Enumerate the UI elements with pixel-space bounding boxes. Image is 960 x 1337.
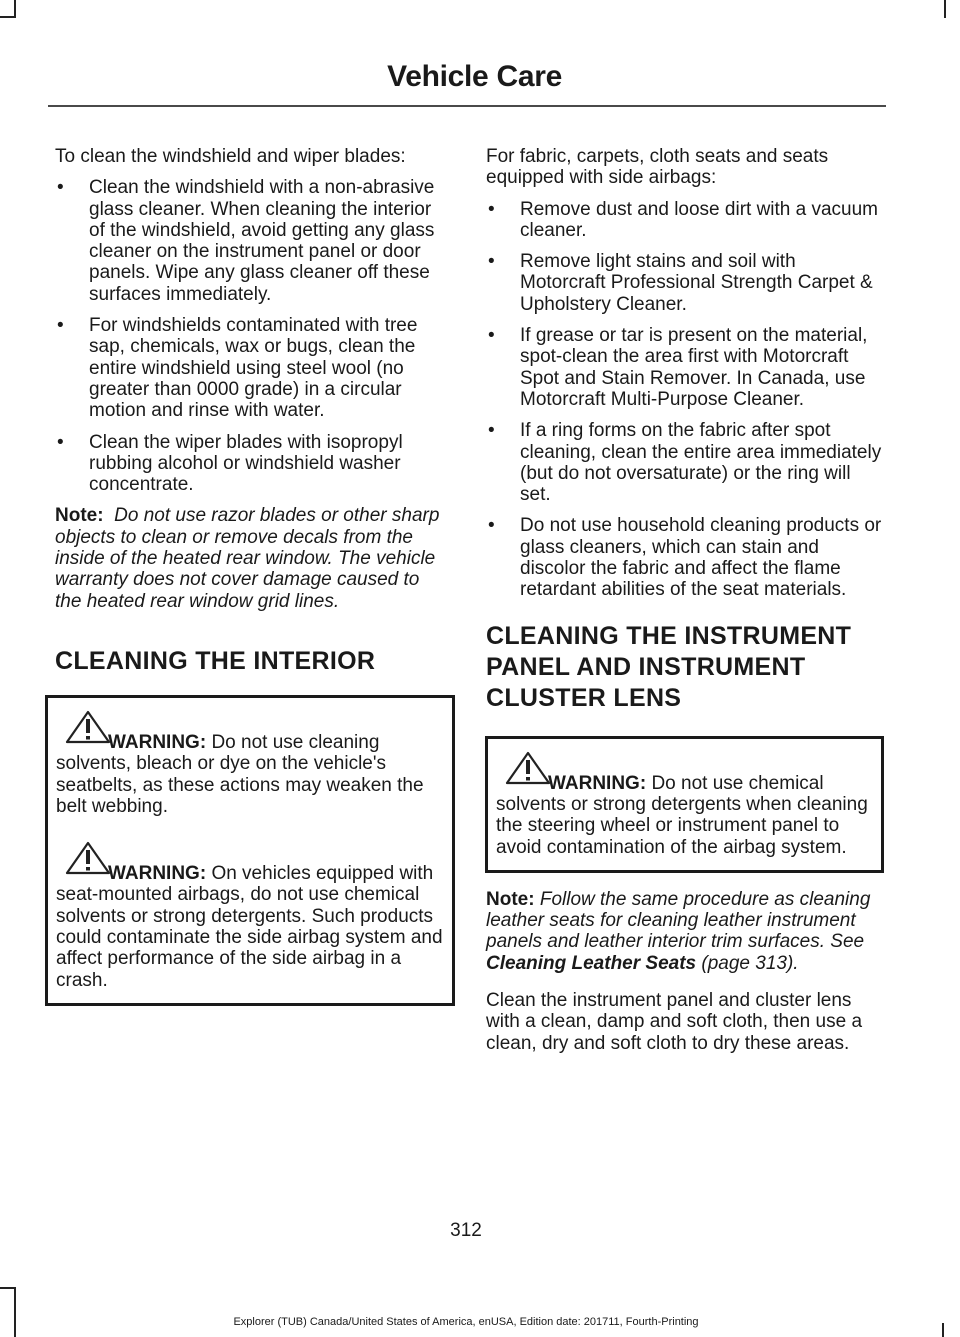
crop-mark	[0, 16, 16, 18]
crop-mark	[942, 1323, 944, 1337]
crop-mark	[0, 1287, 16, 1289]
section-title-instrument-panel: CLEANING THE INSTRUMENT PANEL AND INSTRUMENT CLUSTER LENS	[486, 621, 852, 712]
warning-triangle-icon	[64, 710, 112, 744]
crop-mark	[944, 0, 946, 18]
warning-airbag-contamination	[496, 745, 873, 858]
fabric-bullet-list	[486, 199, 882, 601]
crop-mark	[14, 1287, 16, 1337]
warning-text: Do not use cleaning solvents, bleach or dye on the vehicle's seatbelts, as these actions may weaken the belt webbing.	[56, 731, 424, 817]
bullet-text: Clean the windshield with a non-abrasive glass cleaner. When cleaning the interior of the windshield, avoid getting any glass cleaner on the instrument panel or door panels. Wipe any glass cleaner off these surfaces immediately.	[89, 177, 435, 305]
section-title-cleaning-interior: CLEANING THE INTERIOR	[55, 646, 376, 675]
warning-triangle-icon	[64, 841, 112, 875]
heated-window-note	[55, 505, 450, 611]
warning-box	[485, 736, 884, 873]
bullet-text: Remove dust and loose dirt with a vacuum cleaner.	[520, 198, 879, 241]
bullet-text: Do not use household cleaning products or glass cleaners, which can stain and discolor the fabric and affect the flame retardant abilities of the seat materials.	[520, 515, 882, 601]
leather-note	[486, 889, 882, 974]
list-item	[486, 199, 882, 242]
list-item	[55, 315, 450, 421]
warning-triangle-icon	[504, 751, 552, 785]
warning-seatbelts	[56, 704, 444, 817]
page-number: 312	[450, 1220, 482, 1241]
bullet-text: Remove light stains and soil with Motorcraft Professional Strength Carpet & Upholstery Cleaner.	[520, 251, 873, 315]
list-item	[486, 325, 882, 410]
bullet-icon: •	[57, 177, 64, 199]
bullet-text: If a ring forms on the fabric after spot cleaning, clean the entire area immediately (but do not oversaturate) or the ring will set.	[520, 420, 882, 506]
note-label: Note:	[486, 888, 535, 910]
list-item	[55, 432, 450, 496]
warning-label: WARNING:	[108, 731, 207, 753]
list-item	[55, 177, 450, 305]
bullet-icon: •	[488, 515, 495, 537]
bullet-text: Clean the wiper blades with isopropyl rubbing alcohol or windshield washer concentrate.	[89, 431, 403, 496]
list-item	[486, 251, 882, 315]
cross-reference-link[interactable]: Cleaning Leather Seats	[486, 952, 697, 974]
bullet-icon: •	[488, 420, 495, 442]
list-item	[486, 515, 882, 600]
bullet-text: If grease or tar is present on the material, spot-clean the area first with Motorcraft Spot and Stain Remover. In Canada, use Motorcraft Multi-Purpose Cleaner.	[520, 325, 868, 410]
warning-seat-airbags	[56, 835, 444, 991]
windshield-intro: To clean the windshield and wiper blades:	[55, 146, 406, 167]
bullet-icon: •	[488, 198, 495, 220]
cross-reference-page: (page 313).	[701, 952, 799, 974]
fabric-intro: For fabric, carpets, cloth seats and seats equipped with side airbags:	[486, 146, 829, 189]
left-column	[55, 146, 450, 1006]
bullet-icon: •	[57, 315, 64, 337]
right-column	[486, 146, 882, 1054]
page-footer: Explorer (TUB) Canada/United States of America, enUSA, Edition date: 201711, Fourth-Printing	[233, 1316, 699, 1328]
bullet-text: For windshields contaminated with tree sap, chemicals, wax or bugs, clean the entire windshield using steel wool (no greater than 0000 grade) in a circular motion and rinse with water.	[89, 315, 418, 422]
warning-label: WARNING:	[548, 772, 647, 794]
note-text: Do not use razor blades or other sharp objects to clean or remove decals from the inside of the heated rear window. The vehicle warranty does not cover damage caused to the heated rear window grid lines.	[55, 505, 440, 612]
windshield-bullet-list	[55, 177, 450, 495]
warning-text: Do not use chemical solvents or strong detergents when cleaning the steering wheel or instrument panel to avoid contamination of the airbag system.	[496, 772, 868, 858]
header-divider	[48, 105, 886, 107]
bullet-icon: •	[57, 431, 64, 453]
warning-text: On vehicles equipped with seat-mounted airbags, do not use chemical solvents or strong detergents. Such products could contaminate the side airbag system and affect performance of the side airbag in a crash.	[56, 863, 443, 991]
bullet-icon: •	[488, 251, 495, 273]
warning-label: WARNING:	[108, 863, 207, 885]
list-item	[486, 420, 882, 505]
warning-box	[45, 695, 455, 1006]
page-header-title: Vehicle Care	[387, 60, 562, 93]
bullet-icon: •	[488, 325, 495, 347]
instrument-panel-paragraph: Clean the instrument panel and cluster lens with a clean, damp and soft cloth, then use a clean, dry and soft cloth to dry these areas.	[486, 990, 863, 1054]
note-text: Follow the same procedure as cleaning leather seats for cleaning leather instrument panels and leather interior trim surfaces. See	[486, 888, 871, 953]
note-label: Note:	[55, 505, 104, 527]
